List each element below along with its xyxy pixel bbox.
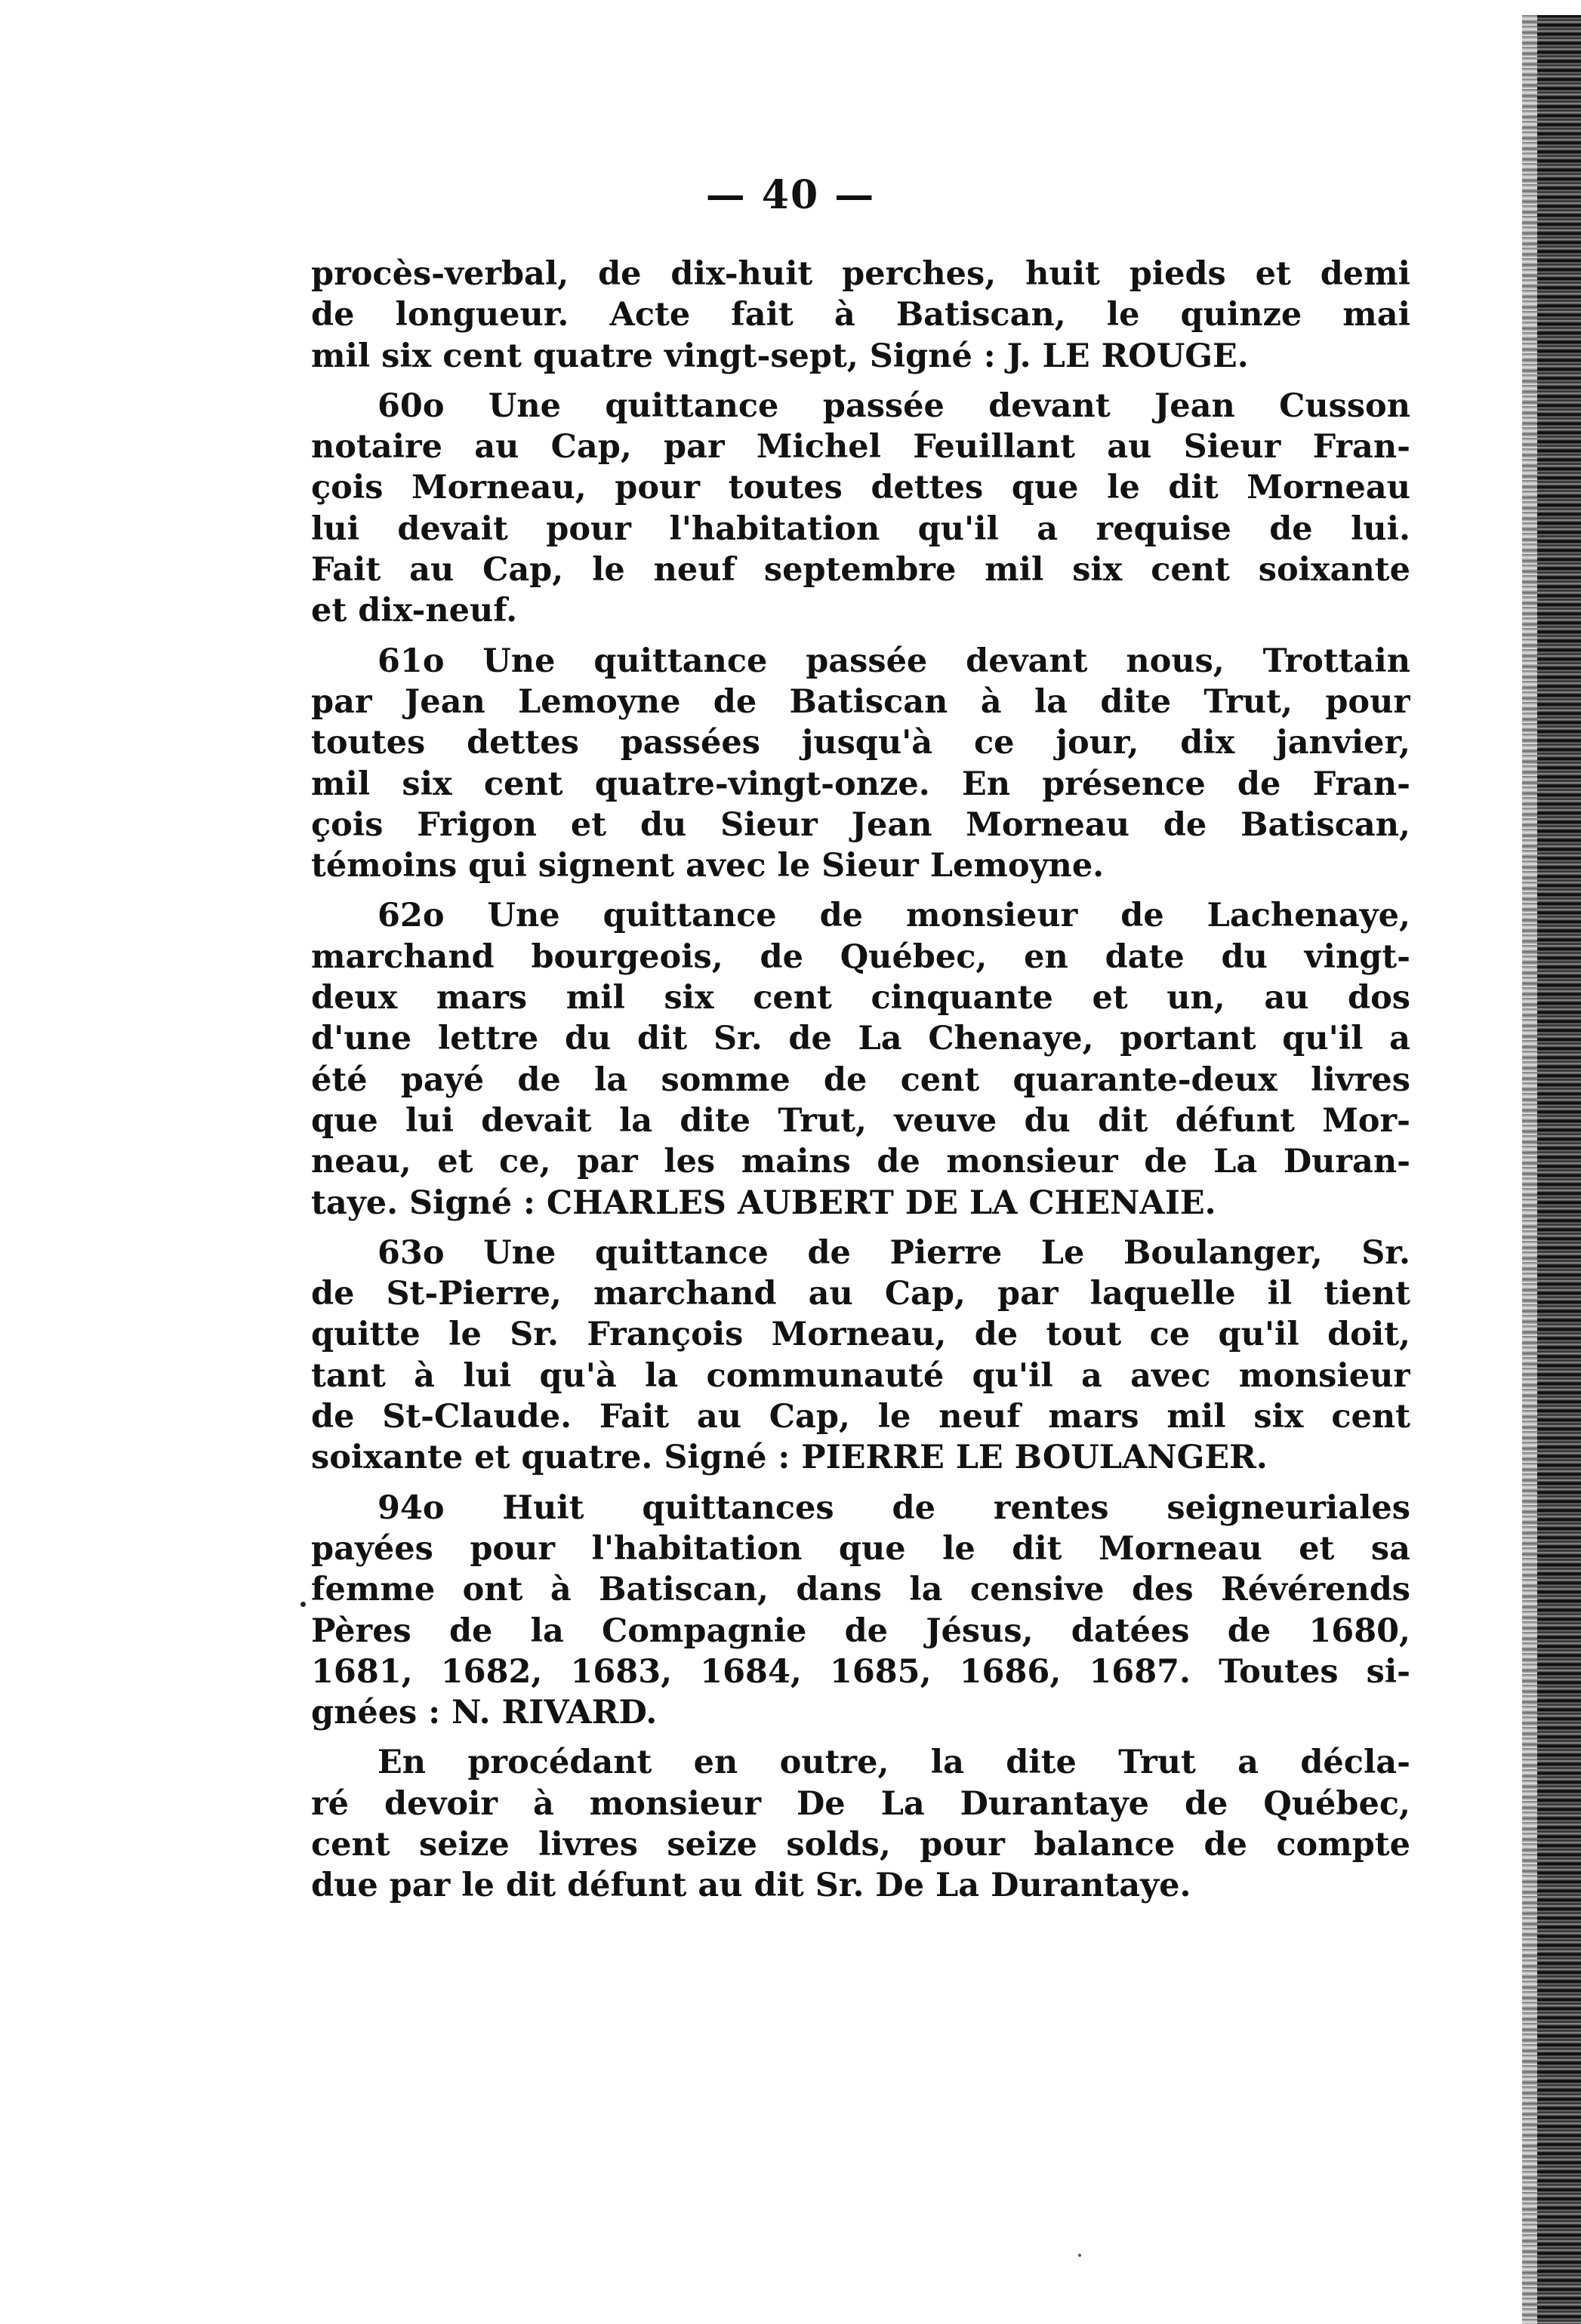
text-line: 63o Une quittance de Pierre Le Boulanger, Sr. xyxy=(378,1233,1410,1272)
text-line: 1681, 1682, 1683, 1684, 1685, 1686, 1687. Toutes si- xyxy=(311,1652,1410,1691)
text-line: de St-Pierre, marchand au Cap, par laquelle il tient xyxy=(311,1275,1410,1313)
text-line: çois Frigon et du Sieur Jean Morneau de Batiscan, xyxy=(311,805,1410,844)
text-line: 61o Une quittance passée devant nous, Trottain xyxy=(378,642,1410,680)
text-line: gnées : N. RIVARD. xyxy=(311,1694,658,1732)
text-line: 94o Huit quittances de rentes seigneuriales xyxy=(378,1488,1410,1527)
margin-mark xyxy=(300,1602,306,1607)
text-line: deux mars mil six cent cinquante et un, au dos xyxy=(311,979,1410,1017)
text-line: marchand bourgeois, de Québec, en date du vingt- xyxy=(311,937,1410,976)
text-line: cent seize livres seize solds, pour balance de compte xyxy=(311,1825,1410,1864)
text-line: ré devoir à monsieur De La Durantaye de Québec, xyxy=(311,1784,1410,1823)
text-line: due par le dit défunt au dit Sr. De La Durantaye. xyxy=(311,1867,1191,1905)
paragraph-item-63 xyxy=(311,1233,1410,1479)
text-line: çois Morneau, pour toutes dettes que le dit Morneau xyxy=(311,469,1410,507)
text-line: procès-verbal, de dix-huit perches, huit pieds et demi xyxy=(311,255,1410,293)
paragraph-item-94 xyxy=(311,1488,1410,1734)
body-text xyxy=(311,254,1410,1907)
text-line: En procédant en outre, la dite Trut a décla- xyxy=(378,1744,1410,1782)
text-line: tant à lui qu'à la communauté qu'il a avec monsieur xyxy=(311,1356,1410,1395)
text-line: et dix-neuf. xyxy=(311,592,518,630)
text-line: femme ont à Batiscan, dans la censive des Révérends xyxy=(311,1571,1410,1609)
text-line: Fait au Cap, le neuf septembre mil six cent soixante xyxy=(311,551,1410,589)
scan-speck xyxy=(1078,2254,1081,2257)
text-line: 62o Une quittance de monsieur de Lachenaye, xyxy=(378,897,1410,935)
text-line: notaire au Cap, par Michel Feuillant au Sieur Fran- xyxy=(311,428,1410,466)
text-line: de longueur. Acte fait à Batiscan, le quinze mai xyxy=(311,296,1410,334)
text-line: mil six cent quatre vingt-sept, Signé : J. LE ROUGE. xyxy=(311,337,1249,375)
text-line: de St-Claude. Fait au Cap, le neuf mars mil six cent xyxy=(311,1398,1410,1436)
text-line: lui devait pour l'habitation qu'il a requise de lui. xyxy=(311,509,1410,548)
paragraph-item-62 xyxy=(311,895,1410,1223)
text-line: 60o Une quittance passée devant Jean Cusson xyxy=(378,386,1410,425)
scanned-page-edge xyxy=(1537,15,1581,2324)
text-line: été payé de la somme de cent quarante-deux livres xyxy=(311,1060,1410,1099)
text-line: neau, et ce, par les mains de monsieur de La Duran- xyxy=(311,1143,1410,1181)
paragraph-closing xyxy=(311,1742,1410,1906)
text-line: par Jean Lemoyne de Batiscan à la dite Trut, pour xyxy=(311,682,1410,721)
paragraph-continuation xyxy=(311,254,1410,377)
text-line: d'une lettre du dit Sr. de La Chenaye, portant qu'il a xyxy=(311,1020,1410,1058)
text-line: témoins qui signent avec le Sieur Lemoyne. xyxy=(311,847,1105,885)
text-line: quitte le Sr. François Morneau, de tout ce qu'il doit, xyxy=(311,1316,1410,1354)
text-line: mil six cent quatre-vingt-onze. En présence de Fran- xyxy=(311,765,1410,803)
paragraph-item-61 xyxy=(311,641,1410,887)
text-line: soixante et quatre. Signé : PIERRE LE BOULANGER. xyxy=(311,1439,1268,1477)
page-number: — 40 — xyxy=(705,172,876,218)
text-line: taye. Signé : CHARLES AUBERT DE LA CHENAIE. xyxy=(311,1184,1216,1222)
text-line: que lui devait la dite Trut, veuve du dit défunt Mor- xyxy=(311,1101,1410,1140)
paragraph-item-60 xyxy=(311,386,1410,632)
text-line: toutes dettes passées jusqu'à ce jour, dix janvier, xyxy=(311,724,1410,762)
text-line: payées pour l'habitation que le dit Morneau et sa xyxy=(311,1529,1410,1568)
text-line: Pères de la Compagnie de Jésus, datées de 1680, xyxy=(311,1611,1410,1650)
